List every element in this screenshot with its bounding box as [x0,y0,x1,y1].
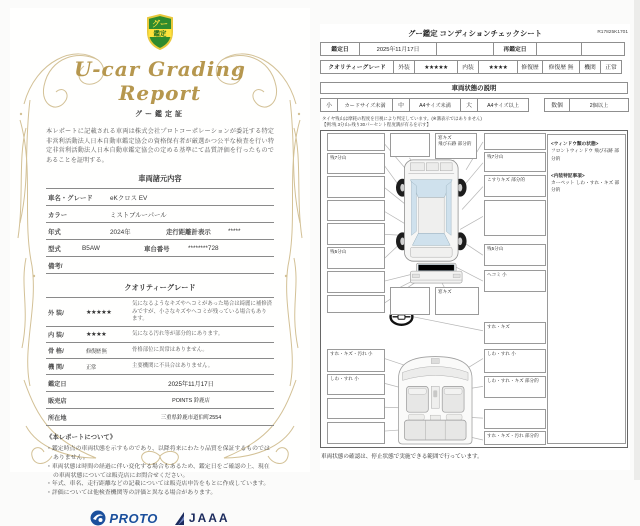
grade-desc: 気になる汚れ等が部分的にあります。 [132,331,224,338]
repair-value: 修復歴 無 [542,60,580,74]
spec-value: B5AW [82,244,100,252]
scan-edge [634,0,640,480]
callout-scratch-right: こすりキズ 部分的 [484,175,546,197]
badge-shield-icon [145,14,175,50]
car-interior-view [398,357,472,444]
callout-dent: ヘコミ 小 [484,270,546,292]
report-number: R17825K1701 [597,30,628,35]
grade-summary-row [320,60,622,74]
jaaa-logo-text: JAAA [188,511,230,526]
grade-section-title: クオリティーグレード [124,283,196,293]
spec-label: 車名・グレード [48,194,93,202]
window-section-text: フロントウィンドウ 飛び石跡 部分的 [551,148,619,161]
tire-note-1: タイヤ残山は摩耗の程度を目視により判定しています。(※溝表示ではありません) [322,116,482,121]
callout-tire-front-left: 残7分山 [327,153,385,174]
proto-globe-icon [90,510,106,526]
sheet-title: グー鑑定 コンディションチェックシート [407,29,543,38]
grade-row-frame [46,343,274,359]
grade-value: 修復歴 無 [86,348,107,355]
spec-value: eKクロス EV [110,194,148,202]
empty-cell [536,42,582,56]
spec-value: ミストブルーパール [110,211,167,219]
count-legend [544,98,629,112]
window-section-title: <ウィンドウ類の状態> [551,141,599,146]
spec-value: 2024年 [110,228,131,236]
report-content [46,14,274,526]
size-legend [320,98,529,112]
info-value: 2025年11月17日 [168,380,214,388]
page-subtitle: グー鑑定証 [135,111,185,118]
date-label: 鑑定日 [320,42,360,56]
note-item: ・鑑定時点の車両状態を示すものであり、以降将来にわたり品質を保証するものではありません。 [46,445,270,461]
spec-label: カラー [48,211,68,219]
callout-box [484,133,546,150]
vehicle-diagram [320,130,628,448]
grade-label: 内 装/ [48,332,64,340]
spec-table [46,188,274,274]
grade-label: 機 関/ [48,364,64,372]
callout-box [327,133,385,151]
note-item: ・評価については他検査機関等の評価と異なる場合があります。 [46,490,217,497]
callout-box [327,200,385,221]
info-label: 所在地 [48,414,67,422]
tire-note-2: 【例:残 3分山=残り30パーセント程度溝が有るを示す】 [322,122,431,127]
legend-small: 小 [320,98,338,112]
callout-interior-left-1: すれ・キズ・汚れ 小 [327,349,385,372]
exterior-label: 外装 [393,60,415,74]
callout-tire-front-right: 残7分山 [484,152,546,172]
spec-section-title: 車両諸元内容 [138,174,182,184]
engine-label: 機関 [579,60,601,74]
badge-text-top: グー [152,19,168,29]
interior-stars: ★★★★ [478,60,518,74]
callout-box [327,398,385,419]
empty-cell [581,42,625,56]
proto-logo-text: PROTO [109,510,158,526]
legend-medium: 中 [392,98,410,112]
grade-row-interior [46,327,274,343]
spec-row-type [46,240,274,257]
callout-line1: 窓キズ [438,135,452,140]
callout-interior-left-2: しわ・すれ 小 [327,374,385,395]
legend-small-desc: カードサイズ未満 [337,98,393,112]
callout-box [327,223,385,245]
legend-medium-desc: A4サイズ未満 [409,98,461,112]
callout-box [327,422,385,444]
grading-report-page [10,8,310,526]
spec-label: 車台番号 [144,245,170,253]
grade-stars: ★★★★ [86,331,107,339]
callout-seat-right-2: しわ・すれ・キズ 部分的 [484,376,546,398]
repair-label: 修復歴 [517,60,543,74]
condition-section-title: 車両状態の説明 [320,82,628,94]
date-row [320,42,625,56]
callout-box [327,295,385,313]
grade-desc: 骨格部位に異常はありません。 [132,347,208,354]
spec-label: 走行距離計表示 [166,228,211,236]
callout-box [484,200,546,236]
info-value: 三重県鈴鹿市道伯町2554 [160,415,222,422]
spec-row-remarks [46,257,274,274]
info-value: POINTS 鈴鹿店 [172,398,210,405]
grade-label: 外 装/ [48,309,64,317]
callout-box [327,176,385,198]
callout-tire-rear-left: 残5分山 [327,247,385,269]
callout-box [390,133,430,157]
grade-value: 正常 [86,364,96,371]
note-item: ・年式、車名、走行距離などの記載については販売店申告をもとに作成しています。 [46,481,270,488]
engine-value: 正常 [600,60,622,74]
callout-seat-right-1: しわ・すれ 小 [484,349,546,373]
badge-text-bottom: 鑑定 [153,30,167,38]
spec-value: ********728 [188,244,219,252]
legend-count-desc: 2個以上 [569,98,629,112]
exterior-stars: ★★★★★ [414,60,458,74]
info-label: 販売店 [48,397,67,405]
callout-interior-right-bottom: すれ・キズ・汚れ 部分的 [484,431,546,445]
callout-box [327,271,385,293]
jaaa-leaf-icon [174,511,186,526]
callout-windshield [435,133,477,159]
grade-row-exterior [46,297,274,327]
legend-large-desc: A4サイズ以上 [477,98,529,112]
callout-rear-window: 窓キズ [435,287,479,315]
info-row-address [46,409,274,426]
spec-label: 年式 [48,228,61,236]
empty-cell [436,42,494,56]
spec-label: 備考/ [48,262,63,270]
spec-row-model [46,188,274,206]
grade-row-engine [46,359,274,375]
redate-label: 再鑑定日 [493,42,537,56]
callout-steering: すれ・キズ [484,322,546,344]
interior-section-text: カーペット しわ・すれ・キズ 部分的 [551,180,620,193]
legend-large: 大 [460,98,478,112]
callout-box [484,409,546,429]
car-top-view [396,160,467,261]
jaaa-logo [174,511,230,526]
grade-desc: 主要機関に不具合はありません。 [132,363,214,370]
grade-desc: 気になるようなキズやヘコミがあった場合は綺麗に補修済みですが、小さなキズやヘコミが残っている場合もあります。 [132,301,272,323]
callout-tire-rear-right: 残5分山 [484,244,546,266]
car-rear-view [410,263,462,283]
grade-label: 骨 格/ [48,348,64,356]
grade-table [46,297,274,426]
info-label: 鑑定日 [48,380,67,388]
note-item: ・車両状態は時間の経過に伴い変化する場合もあるため、鑑定日をご確認の上、現在の車両状態については販売店にお問合せください。 [46,463,270,479]
condition-check-sheet [320,24,630,470]
callout-line2: 飛び石跡 部分的 [438,141,472,147]
spec-row-color [46,206,274,223]
notes-title: 《本レポートについて》 [46,434,117,442]
interior-label: 内装 [457,60,479,74]
page-title: U-car Grading Report [74,57,246,105]
spec-value: ***** [228,227,241,235]
spec-row-year [46,223,274,240]
info-row-dealer [46,392,274,409]
sheet-footer-note: 車両状態の確認は、停止状態で実施できる範囲で行っています。 [321,454,483,460]
legend-count: 数個 [544,98,570,112]
diagram-side-panel [547,134,626,444]
footer-logos [46,510,274,526]
interior-section-title: <内装特記事項> [551,172,585,178]
certification-text: 本レポートに記載される車両は株式会社プロトコーポレーションが委託する特定非営利活動法人日本自動車鑑定協会の資格保有者が厳選かつ公平な検査を行い特定非営利活動法人日本自動車鑑定協会の定める基準にて品質評価を行ったものであることを証明する。 [46,128,274,164]
spec-label: 型式 [48,245,61,253]
info-row-date [46,375,274,392]
goo-kantei-badge [46,14,274,55]
grade-summary-label: クオリティーグレード [320,60,394,74]
grade-stars: ★★★★★ [86,308,112,316]
date-value: 2025年11月17日 [359,42,437,56]
report-notes [46,433,274,498]
proto-logo [90,510,158,526]
callout-box [390,287,430,315]
